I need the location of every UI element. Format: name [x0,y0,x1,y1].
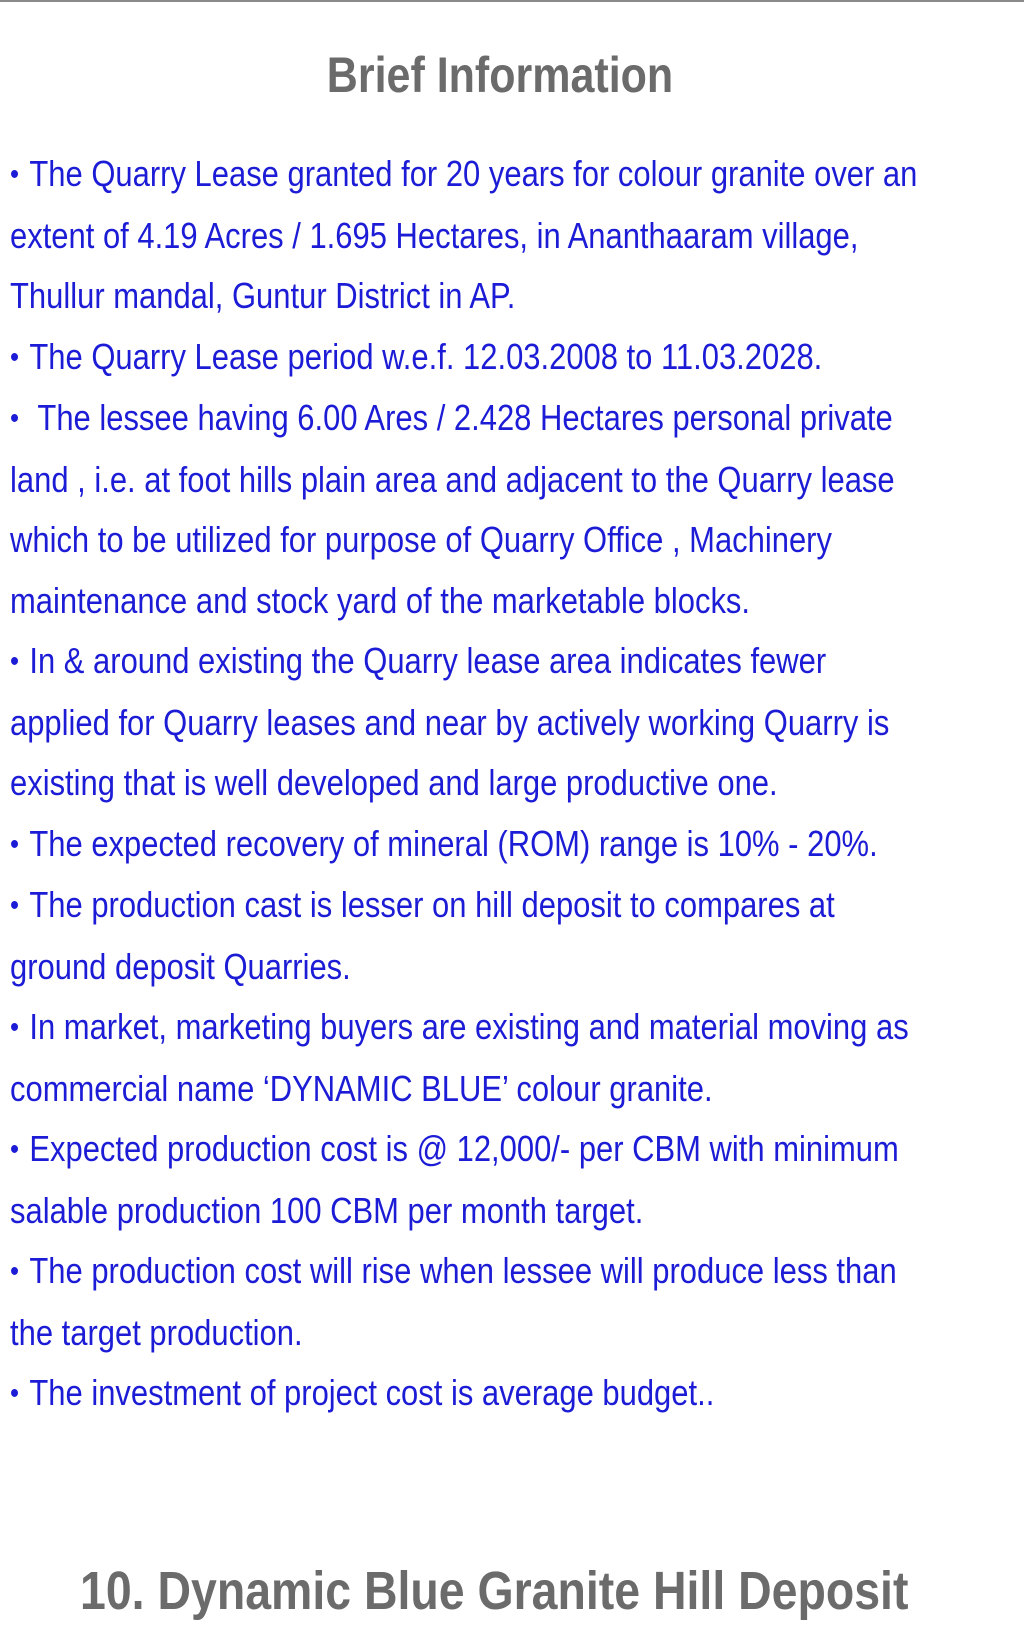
bullet-item-expected-cost [10,1119,999,1241]
bullet-item-recovery [10,814,999,876]
bullet-item-private-land [10,388,999,631]
bullet-item-surrounding-quarries [10,631,999,814]
bullet-dot-icon: • [10,158,20,191]
page-title: Brief Information [326,47,674,103]
bullet-text: The Quarry Lease granted for 20 years for colour granite over an extent of 4.19 Acres / 1.695 Hectares, in Ananthaaram village, Thullur mandal, Guntur District in AP. [10,153,918,316]
bullet-dot-icon: • [10,340,20,374]
bullet-list [10,144,999,1425]
bullet-dot-icon: • [10,402,20,435]
bullet-text: In market, marketing buyers are existing and material moving as commercial name ‘DYNAMIC BLUE’ colour granite. [10,1006,909,1109]
top-rule [0,0,1024,2]
bullet-dot-icon: • [10,1377,20,1410]
bullet-item-lease-period [10,327,999,389]
bullet-item-production-cast [10,875,999,997]
bullet-dot-icon: • [10,1133,20,1166]
bullet-item-cost-rise [10,1241,999,1363]
bullet-item-market [10,997,999,1119]
bullet-text: The investment of project cost is average budget.. [29,1372,715,1413]
bullet-dot-icon: • [10,1255,20,1288]
bullet-dot-icon: • [10,889,20,922]
bullet-dot-icon: • [10,645,20,678]
bullet-text: The production cast is lesser on hill deposit to compares at ground deposit Quarries. [10,884,835,987]
bullet-text: Expected production cost is @ 12,000/- per CBM with minimum salable production 100 CBM per month target. [10,1128,899,1231]
bullet-item-lease-grant [10,144,999,327]
footer-title: 10. Dynamic Blue Granite Hill Deposit [80,1561,909,1621]
bullet-text: In & around existing the Quarry lease area indicates fewer applied for Quarry leases and near by actively working Quarry is existing that is well developed and large productive one. [10,640,890,803]
bullet-text: The expected recovery of mineral (ROM) range is 10% - 20%. [29,822,878,864]
bullet-item-investment [10,1363,999,1425]
bullet-text: The Quarry Lease period w.e.f. 12.03.2008 to 11.03.2028. [29,335,823,377]
bullet-dot-icon: • [10,827,20,861]
bullet-text: The lessee having 6.00 Ares / 2.428 Hectares personal private land , i.e. at foot hills plain area and adjacent to the Quarry lease which to be utilized for purpose of Quarry Office , Machinery maintenance and stock yard of the marketable blocks. [10,397,895,621]
bullet-text: The production cost will rise when lessee will produce less than the target production. [10,1250,897,1353]
bullet-dot-icon: • [10,1011,20,1044]
